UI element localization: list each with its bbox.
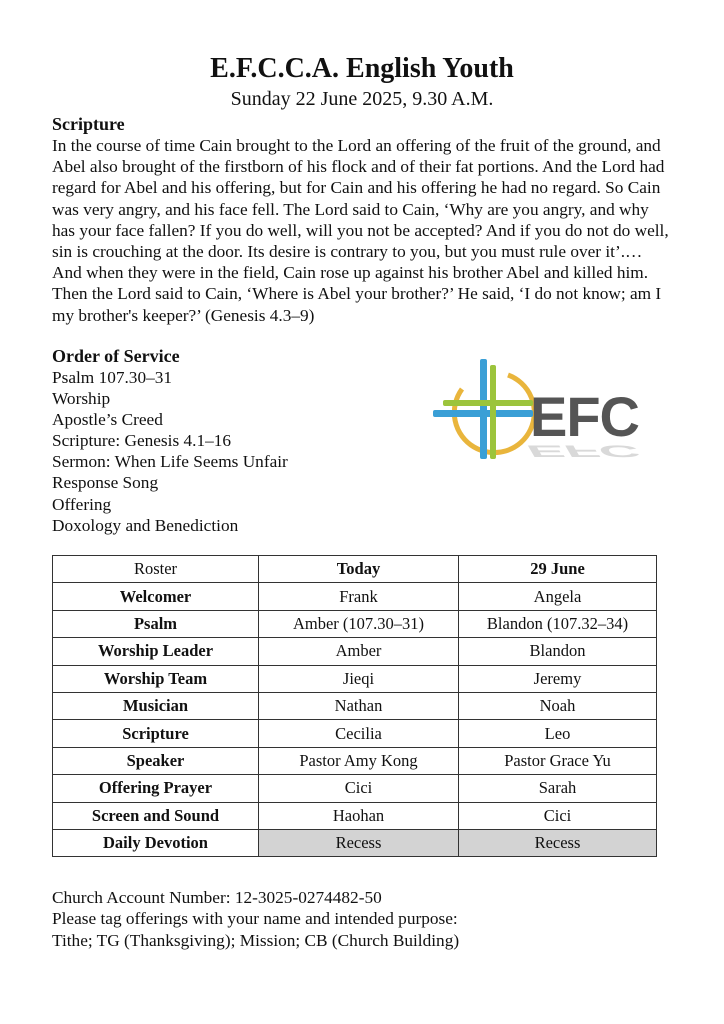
table-row — [53, 638, 657, 665]
logo-cross-green — [490, 365, 496, 459]
order-item: Worship — [52, 389, 111, 409]
roster-role: Worship Leader — [53, 638, 259, 665]
roster-today: Amber — [259, 638, 459, 665]
roster-role: Offering Prayer — [53, 775, 259, 802]
roster-role: Musician — [53, 692, 259, 719]
efc-logo — [428, 355, 658, 505]
roster-table — [52, 555, 657, 857]
roster-role: Scripture — [53, 720, 259, 747]
roster-next: Pastor Grace Yu — [459, 747, 657, 774]
table-row — [53, 829, 657, 856]
roster-next: Cici — [459, 802, 657, 829]
table-row — [53, 747, 657, 774]
roster-today: Cecilia — [259, 720, 459, 747]
roster-next: Sarah — [459, 775, 657, 802]
roster-today: Nathan — [259, 692, 459, 719]
logo-cross-blue — [480, 359, 487, 459]
order-item: Psalm 107.30–31 — [52, 368, 173, 387]
table-row — [53, 665, 657, 692]
scripture-text: In the course of time Cain brought to the Lord an offering of the fruit of the ground, and Abel also brought of the firstborn of his flock and of their fat portions. And the Lord had regard for Abel and his offering, but for Cain and his offering he had no regard. So Cain was very angry, and his face fell. The Lord said to Cain, ‘Why are you angry, and why has your face fallen? If you do well, will you not be accepted? And if you do not do well, sin is crouching at the door. Its desire is contrary to you, but you must rule over it’.… And when they were in the field, Cain rose up against his brother Abel and killed him. Then the Lord said to Cain, ‘Where is Abel your brother?’ He said, ‘I do not know; am I my brother's keeper?’ (Genesis 4.3–9) — [52, 136, 669, 325]
order-of-service-heading: Order of Service — [52, 346, 180, 366]
order-item: Scripture: Genesis 4.1–16 — [52, 431, 232, 451]
account-number: Church Account Number: 12-3025-0274482-50 — [52, 888, 382, 907]
roster-next: Recess — [459, 829, 657, 856]
roster-today: Pastor Amy Kong — [259, 747, 459, 774]
order-item: Response Song — [52, 473, 159, 493]
order-of-service-list — [52, 367, 288, 536]
order-item: Apostle’s Creed — [52, 410, 163, 430]
order-item: Offering — [52, 494, 112, 514]
table-row — [53, 720, 657, 747]
roster-role: Worship Team — [53, 665, 259, 692]
svg-text:EFC: EFC — [522, 442, 645, 461]
roster-today: Jieqi — [259, 665, 459, 692]
footer — [52, 887, 459, 951]
roster-today: Haohan — [259, 802, 459, 829]
roster-next: Noah — [459, 692, 657, 719]
offering-note: Please tag offerings with your name and intended purpose: — [52, 909, 458, 929]
logo-wordmark: EFC — [530, 385, 639, 448]
order-item: Sermon: When Life Seems Unfair — [52, 452, 288, 472]
scripture-heading: Scripture — [52, 114, 125, 134]
roster-next: Leo — [459, 720, 657, 747]
roster-role: Welcomer — [53, 583, 259, 610]
roster-role: Daily Devotion — [53, 829, 259, 856]
roster-header-cell: 29 June — [459, 556, 657, 583]
roster-next: Blandon (107.32–34) — [459, 610, 657, 637]
roster-role: Screen and Sound — [53, 802, 259, 829]
roster-header-cell: Roster — [53, 556, 259, 583]
table-row — [53, 692, 657, 719]
table-row — [53, 802, 657, 829]
offering-purposes: Tithe; TG (Thanksgiving); Mission; CB (Church Building) — [52, 930, 460, 950]
roster-today: Amber (107.30–31) — [259, 610, 459, 637]
table-header-row — [53, 556, 657, 583]
roster-role: Psalm — [53, 610, 259, 637]
roster-next: Blandon — [459, 638, 657, 665]
roster-today: Frank — [259, 583, 459, 610]
roster-role: Speaker — [53, 747, 259, 774]
order-item: Doxology and Benediction — [52, 515, 239, 535]
page-title: E.F.C.C.A. English Youth — [210, 53, 514, 84]
table-row — [53, 583, 657, 610]
roster-next: Angela — [459, 583, 657, 610]
service-date: Sunday 22 June 2025, 9.30 A.M. — [230, 88, 494, 110]
roster-next: Jeremy — [459, 665, 657, 692]
logo-reflection — [522, 442, 645, 461]
roster-header-cell: Today — [259, 556, 459, 583]
table-row — [53, 610, 657, 637]
roster-today: Cici — [259, 775, 459, 802]
table-row — [53, 775, 657, 802]
roster-today: Recess — [259, 829, 459, 856]
